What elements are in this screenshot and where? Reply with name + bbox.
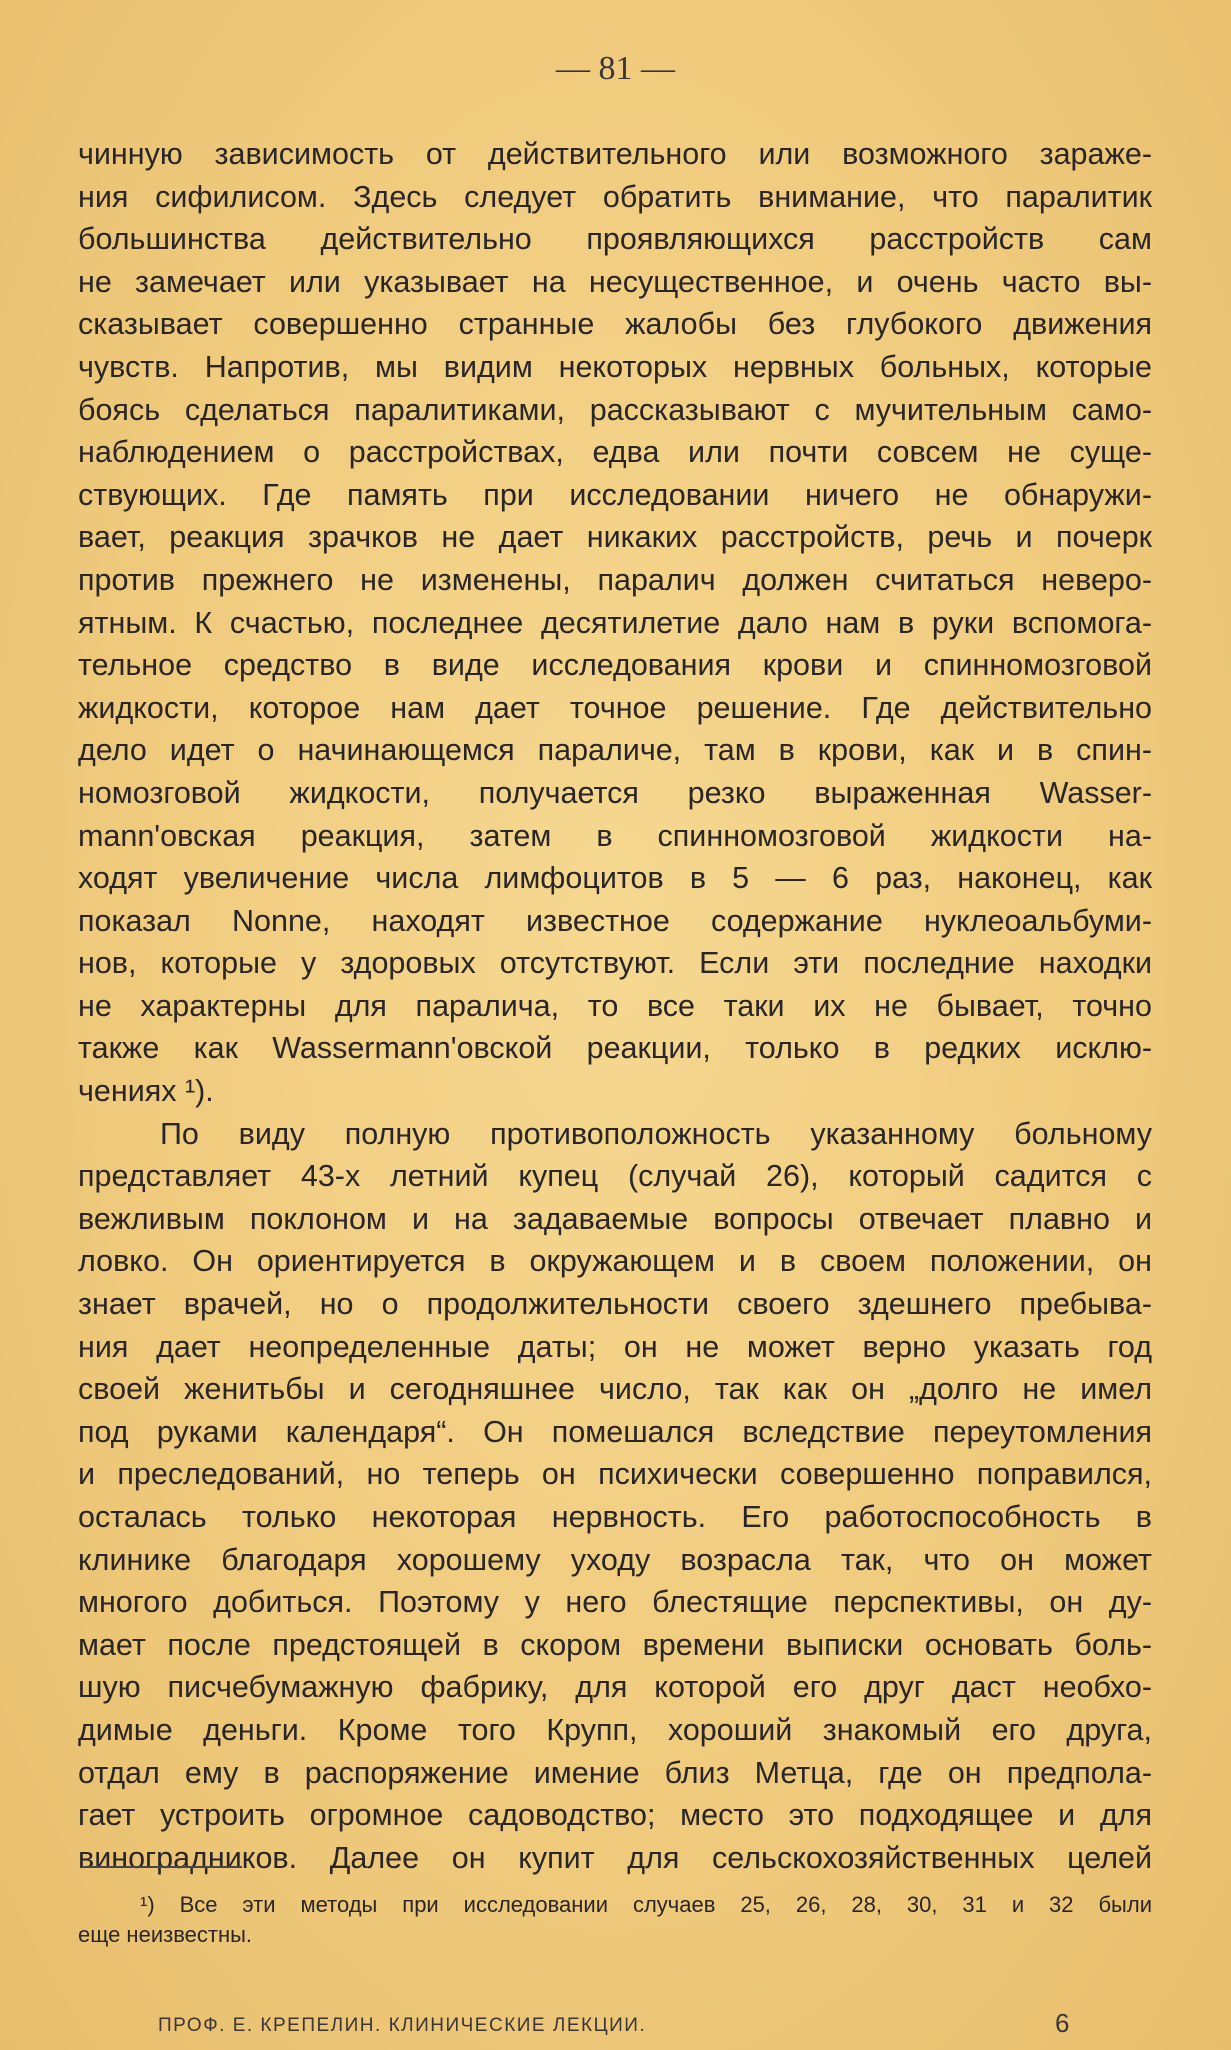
footnote bbox=[78, 1890, 1152, 1950]
text-line: своей женитьбы и сегодняшнее число, так как он „долго не имел bbox=[78, 1372, 1152, 1407]
text-line: отдал ему в распоряжение имение близ Метца, где он предпола- bbox=[78, 1755, 1152, 1790]
text-line: нов, которые у здоровых отсутствуют. Если эти последние находки bbox=[78, 946, 1152, 981]
text-line: шую писчебумажную фабрику, для которой его друг даст необхо- bbox=[78, 1670, 1152, 1705]
text-line: виноградников. Далее он купит для сельскохозяйственных целей bbox=[78, 1840, 1152, 1875]
text-line: ния дает неопределенные даты; он не может верно указать год bbox=[78, 1329, 1152, 1364]
text-line: осталась только некоторая нервность. Его работоспособность в bbox=[78, 1500, 1152, 1534]
paragraph-1 bbox=[78, 133, 1152, 1113]
text-line: не характерны для паралича, то все таки их не бывает, точно bbox=[78, 988, 1152, 1023]
text-line: ния сифилисом. Здесь следует обратить внимание, что паралитик bbox=[78, 179, 1152, 214]
text-line: гает устроить огромное садоводство; место это подходящее и для bbox=[78, 1798, 1152, 1833]
text-line: против прежнего не изменены, паралич должен считаться неверо- bbox=[78, 562, 1152, 597]
text-line: наблюдением о расстройствах, едва или почти совсем не суще- bbox=[78, 435, 1152, 470]
text-line: большинства действительно проявляющихся расстройств сам bbox=[78, 222, 1152, 257]
text-line: дело идет о начинающемся параличе, там в крови, как и в спин- bbox=[78, 733, 1152, 768]
text-line: клинике благодаря хорошему уходу возрасла так, что он может bbox=[78, 1542, 1152, 1577]
text-line: димые деньги. Кроме того Крупп, хороший знакомый его друга, bbox=[78, 1712, 1152, 1747]
text-line: показал Nonne, находят известное содержание нуклеоальбуми- bbox=[78, 903, 1152, 938]
footnote-divider bbox=[82, 1866, 242, 1868]
text-line: представляет 43-х летний купец (случай 26), который садится с bbox=[78, 1159, 1152, 1194]
footnote-line: еще неизвестны. bbox=[78, 1922, 253, 1947]
text-line: тельное средство в виде исследования крови и спинномозговой bbox=[78, 648, 1152, 683]
text-line: чувств. Напротив, мы видим некоторых нервных больных, которые bbox=[78, 349, 1152, 384]
text-line: ствующих. Где память при исследовании ничего не обнаружи- bbox=[78, 477, 1152, 512]
text-line: ятным. К счастью, последнее десятилетие дало нам в руки вспомога- bbox=[78, 605, 1152, 640]
footnote-line: ¹) Все эти методы при исследовании случаев 25, 26, 28, 30, 31 и 32 были bbox=[140, 1892, 1152, 1917]
text-line: также как Wassermann'овской реакции, только в редких исклю- bbox=[78, 1031, 1152, 1066]
text-line: боясь сделаться паралитиками, рассказывают с мучительным само- bbox=[78, 392, 1152, 427]
text-line: чениях ¹). bbox=[78, 1074, 214, 1109]
body-text bbox=[78, 133, 1152, 1879]
text-line: вает, реакция зрачков не дает никаких расстройств, речь и почерк bbox=[78, 520, 1152, 555]
text-line: под руками календаря“. Он помешался вследствие переутомления bbox=[78, 1414, 1152, 1449]
paragraph-2 bbox=[78, 1113, 1152, 1880]
running-title: ПРОФ. Е. КРЕПЕЛИН. КЛИНИЧЕСКИЕ ЛЕКЦИИ. bbox=[158, 2015, 647, 2036]
text-line: вежливым поклоном и на задаваемые вопросы отвечает плавно и bbox=[78, 1201, 1152, 1236]
text-line: не замечает или указывает на несущественное, и очень часто вы- bbox=[78, 264, 1152, 299]
text-line: номозговой жидкости, получается резко выраженная Wasser- bbox=[78, 775, 1152, 810]
text-line: многого добиться. Поэтому у него блестящие перспективы, он ду- bbox=[78, 1585, 1152, 1620]
signature-mark: 6 bbox=[1055, 2008, 1070, 2038]
text-line: жидкости, которое нам дает точное решение. Где действительно bbox=[78, 690, 1152, 725]
text-line: mann'овская реакция, затем в спинномозговой жидкости на- bbox=[78, 818, 1152, 853]
text-line: ходят увеличение числа лимфоцитов в 5 — 6 раз, наконец, как bbox=[78, 861, 1152, 896]
text-line: и преследований, но теперь он психически совершенно поправился, bbox=[78, 1457, 1152, 1492]
text-line: знает врачей, но о продолжительности своего здешнего пребыва- bbox=[78, 1287, 1152, 1322]
text-line: По виду полную противоположность указанному больному bbox=[160, 1116, 1152, 1151]
text-line: чинную зависимость от действительного или возможного зараже- bbox=[78, 137, 1152, 171]
text-line: мает после предстоящей в скором времени выписки основать боль- bbox=[78, 1627, 1152, 1662]
text-line: сказывает совершенно странные жалобы без глубокого движения bbox=[78, 307, 1152, 342]
text-line: ловко. Он ориентируется в окружающем и в своем положении, он bbox=[78, 1244, 1152, 1279]
page-number: — 81 — bbox=[556, 50, 675, 87]
